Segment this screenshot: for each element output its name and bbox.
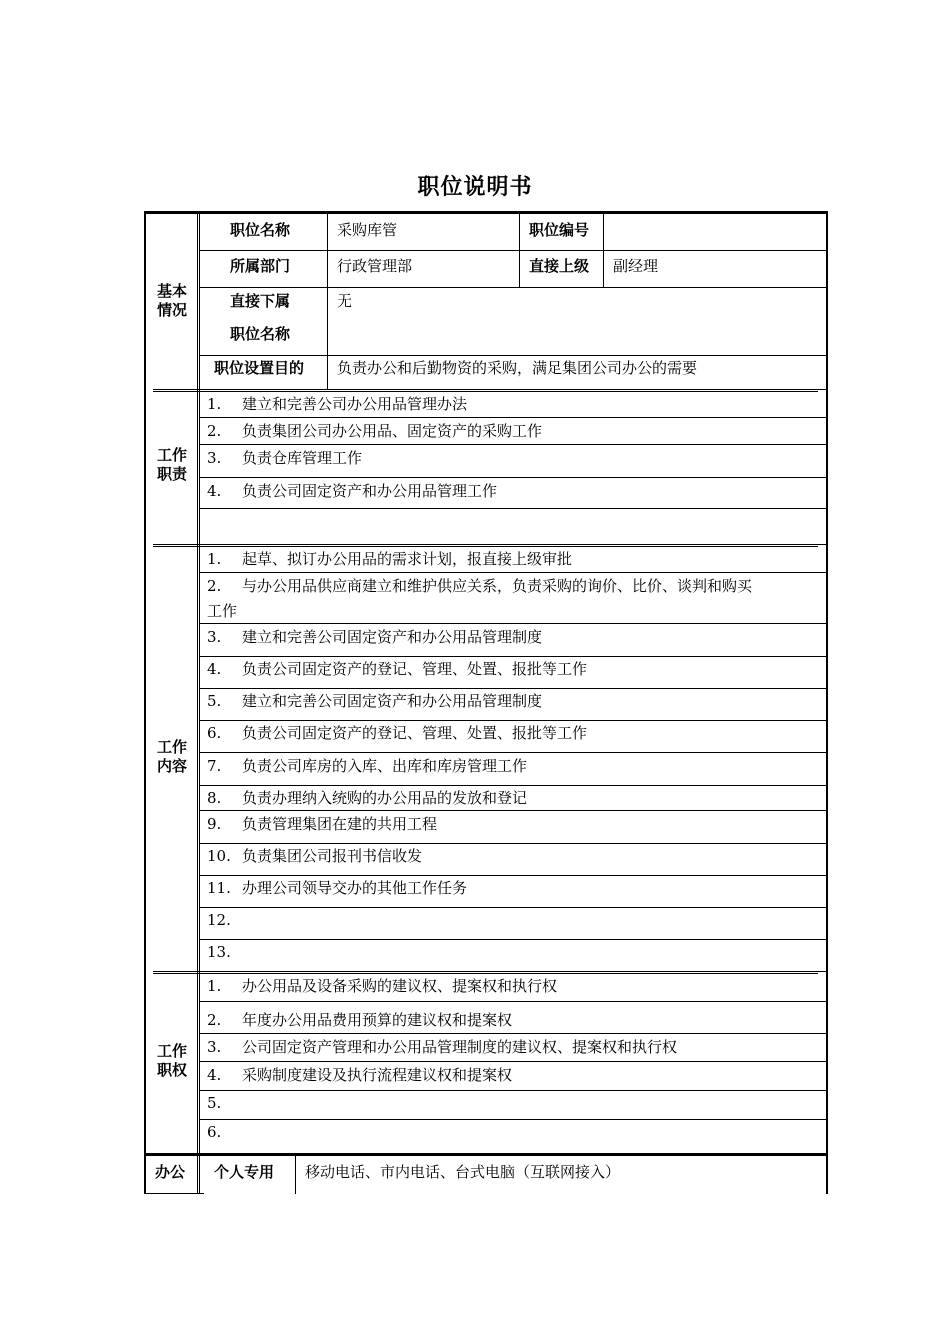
item-text: 负责公司固定资产和办公用品管理工作 — [242, 482, 498, 500]
row-line — [199, 843, 826, 844]
list-item — [207, 1011, 512, 1029]
section-separator — [153, 971, 826, 972]
item-number: 7. — [207, 757, 222, 775]
basic-col-divider — [327, 214, 328, 389]
item-number: 4. — [207, 660, 222, 678]
item-text: 负责公司库房的入库、出库和库房管理工作 — [242, 757, 528, 775]
item-number: 2. — [207, 577, 222, 595]
list-item — [207, 1038, 677, 1056]
department-value: 行政管理部 — [337, 257, 413, 275]
item-number: 3. — [207, 628, 222, 646]
item-number: 12. — [207, 911, 231, 929]
item-number: 6. — [207, 724, 222, 742]
item-text: 负责集团公司报刊书信收发 — [242, 847, 423, 865]
list-item — [207, 847, 422, 865]
section-separator — [153, 389, 826, 390]
section-label-line: 内容 — [156, 757, 187, 775]
label-column-divider — [197, 214, 198, 1194]
item-text: 建立和完善公司固定资产和办公用品管理制度 — [242, 692, 543, 710]
item-number: 11. — [207, 879, 231, 897]
position-name-label: 职位名称 — [230, 221, 291, 239]
row-line — [199, 752, 826, 753]
row-line — [199, 477, 826, 478]
section-separator-inner — [153, 546, 818, 547]
item-number: 4. — [207, 482, 222, 500]
document-title: 职位说明书 — [417, 175, 533, 200]
item-text: 负责仓库管理工作 — [242, 449, 363, 467]
section-label-line: 职权 — [156, 1061, 187, 1079]
row-line — [199, 785, 826, 786]
section-label-office: 办公 — [155, 1163, 186, 1181]
row-line — [199, 875, 826, 876]
list-item — [207, 911, 242, 929]
position-code-label: 职位编号 — [529, 221, 590, 239]
item-text: 办理公司领导交办的其他工作任务 — [242, 879, 468, 897]
item-text: 与办公用品供应商建立和维护供应关系，负责采购的询价、比价、谈判和购买 — [242, 577, 753, 595]
list-item — [207, 422, 542, 440]
table-bottom-stub — [144, 1193, 204, 1194]
item-number: 1. — [207, 550, 222, 568]
list-item — [207, 789, 527, 807]
item-text: 起草、拟订办公用品的需求计划，报直接上级审批 — [242, 550, 573, 568]
list-item — [207, 660, 587, 678]
row-line — [199, 355, 826, 356]
row-line — [199, 1119, 826, 1120]
row-line — [199, 1001, 826, 1002]
list-item — [207, 879, 467, 897]
section-label-line: 基本 — [156, 282, 187, 300]
office-col-divider — [295, 1156, 296, 1194]
list-item — [207, 449, 362, 467]
row-line — [199, 1090, 826, 1091]
list-item — [207, 977, 557, 995]
item-number: 8. — [207, 789, 222, 807]
section-label-line: 职责 — [156, 465, 187, 483]
subordinate-label-2: 职位名称 — [230, 325, 291, 343]
row-line — [199, 1061, 826, 1062]
supervisor-label: 直接上级 — [529, 257, 590, 275]
item-number: 1. — [207, 977, 222, 995]
row-line — [199, 939, 826, 940]
table-top-border — [144, 211, 828, 214]
row-line — [199, 907, 826, 908]
row-line — [199, 250, 826, 251]
item-text: 建立和完善公司办公用品管理办法 — [242, 395, 468, 413]
item-text: 公司固定资产管理和办公用品管理制度的建议权、提案权和执行权 — [242, 1038, 678, 1056]
subordinate-value: 无 — [337, 292, 353, 310]
item-number: 9. — [207, 815, 222, 833]
supervisor-value: 副经理 — [613, 257, 659, 275]
row-line — [199, 572, 826, 573]
row-line — [199, 1033, 826, 1034]
section-separator-thick — [144, 1153, 828, 1156]
list-item — [207, 395, 467, 413]
position-name-value: 采购库管 — [337, 221, 398, 239]
list-item — [207, 1066, 512, 1084]
list-item — [207, 943, 242, 961]
list-item — [207, 1094, 242, 1112]
item-number: 3. — [207, 449, 222, 467]
table-left-border — [144, 211, 146, 1194]
list-item — [207, 757, 527, 775]
list-item — [207, 550, 572, 568]
list-item — [207, 724, 587, 742]
item-number: 4. — [207, 1066, 222, 1084]
list-item — [207, 692, 542, 710]
item-number: 2. — [207, 422, 222, 440]
row-line — [199, 287, 826, 288]
item-text: 年度办公用品费用预算的建议权和提案权 — [242, 1011, 513, 1029]
list-item — [207, 1123, 242, 1141]
item-number: 6. — [207, 1123, 222, 1141]
label-column-divider-2 — [199, 214, 200, 1194]
item-number: 2. — [207, 1011, 222, 1029]
table-right-border — [826, 211, 828, 1194]
section-label-line: 工作 — [156, 446, 187, 464]
section-label-basic — [147, 282, 197, 320]
section-label-authority — [147, 1042, 197, 1080]
item-text: 负责公司固定资产的登记、管理、处置、报批等工作 — [242, 724, 588, 742]
row-line — [199, 417, 826, 418]
section-label-content — [147, 738, 197, 776]
row-line — [199, 623, 826, 624]
item-text: 负责公司固定资产的登记、管理、处置、报批等工作 — [242, 660, 588, 678]
section-label-line: 情况 — [156, 301, 187, 319]
row-line — [199, 688, 826, 689]
personal-use-value: 移动电话、市内电话、台式电脑（互联网接入） — [305, 1163, 621, 1181]
purpose-value: 负责办公和后勤物资的采购，满足集团公司办公的需要 — [337, 359, 698, 377]
list-item — [207, 482, 497, 500]
row-line — [199, 810, 826, 811]
row-line — [199, 656, 826, 657]
item-text: 负责集团公司办公用品、固定资产的采购工作 — [242, 422, 543, 440]
item-number: 5. — [207, 1094, 222, 1112]
list-item — [207, 628, 542, 646]
list-item-continuation: 工作 — [207, 602, 238, 620]
item-number: 5. — [207, 692, 222, 710]
row-line — [199, 444, 826, 445]
item-number: 1. — [207, 395, 222, 413]
purpose-label: 职位设置目的 — [214, 359, 305, 377]
list-item — [207, 577, 752, 595]
item-text: 负责管理集团在建的共用工程 — [242, 815, 438, 833]
department-label: 所属部门 — [230, 257, 291, 275]
list-item — [207, 815, 437, 833]
item-number: 10. — [207, 847, 231, 865]
row-line — [199, 508, 826, 509]
item-number: 3. — [207, 1038, 222, 1056]
section-label-line: 工作 — [156, 738, 187, 756]
item-text: 建立和完善公司固定资产和办公用品管理制度 — [242, 628, 543, 646]
section-label-line: 工作 — [156, 1042, 187, 1060]
subordinate-label: 直接下属 — [230, 292, 291, 310]
section-separator-inner — [153, 391, 818, 392]
item-number: 13. — [207, 943, 231, 961]
item-text: 办公用品及设备采购的建议权、提案权和执行权 — [242, 977, 558, 995]
item-text: 采购制度建设及执行流程建议权和提案权 — [242, 1066, 513, 1084]
personal-use-label: 个人专用 — [214, 1163, 275, 1181]
section-label-duties — [147, 446, 197, 484]
section-separator — [153, 544, 826, 545]
row-line — [199, 720, 826, 721]
item-text: 负责办理纳入统购的办公用品的发放和登记 — [242, 789, 528, 807]
section-separator-inner — [153, 973, 818, 974]
